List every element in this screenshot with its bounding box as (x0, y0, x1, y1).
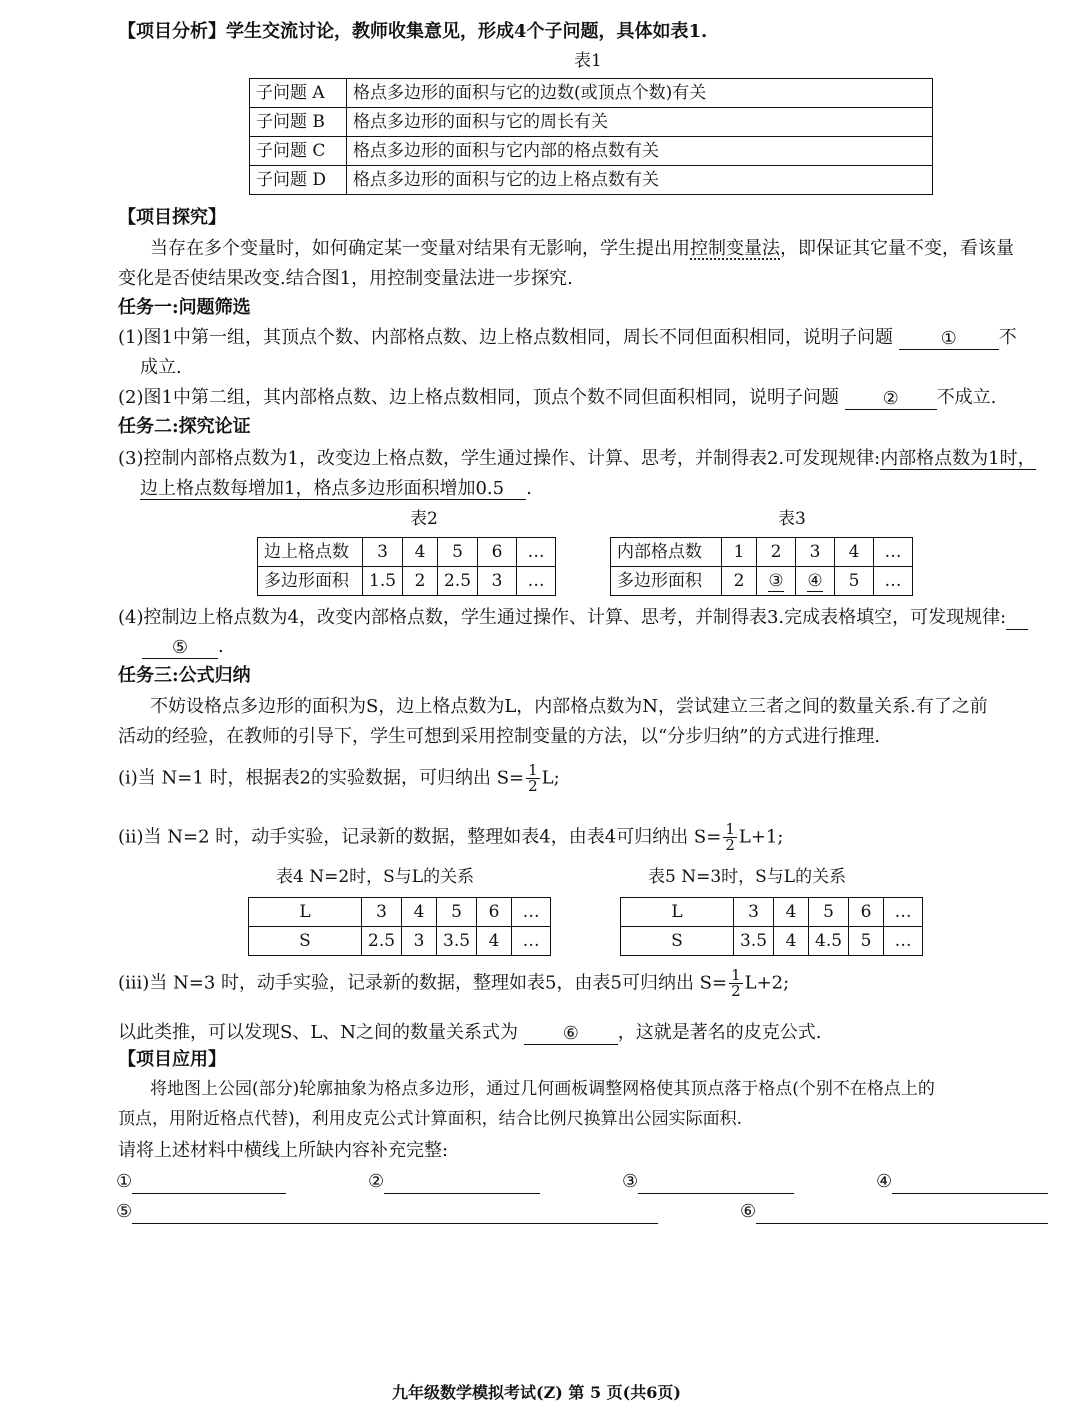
answer-6 (740, 1200, 1048, 1224)
step-ii-text: (ii)当 N=2 时，动手实验，记录新的数据，整理如表4，由表4可归纳出 S= (118, 826, 722, 848)
table2-cell: 边上格点数 (258, 538, 363, 567)
table3-cell: … (874, 538, 913, 567)
step-i-text: (i)当 N=1 时，根据表2的实验数据，可归纳出 S= (118, 767, 525, 789)
step-ii (118, 822, 783, 853)
table2-row (258, 538, 556, 567)
answer-5-line[interactable] (132, 1203, 658, 1224)
table2 (257, 537, 556, 596)
table3-cell: 1 (722, 538, 757, 567)
table1-row (250, 166, 933, 195)
table2-caption: 表2 (410, 509, 438, 529)
task3-heading: 任务三:公式归纳 (118, 665, 251, 686)
step-i (118, 763, 560, 794)
table5-cell: 4 (774, 927, 809, 956)
blank-4: ④ (807, 570, 823, 591)
table2-row (258, 567, 556, 596)
table4-row (249, 898, 551, 927)
table3-cell: 多边形面积 (611, 567, 722, 596)
table3-row (611, 567, 913, 596)
table2-cell: 1.5 (363, 567, 403, 596)
step-i-tail: L; (541, 767, 560, 789)
table1-key: 子问题 C (250, 137, 347, 166)
apply-heading: 【项目应用】 (118, 1049, 226, 1070)
table5-cell: 5 (809, 898, 849, 927)
question-3-text: (3)控制内部格点数为1，改变边上格点数，学生通过操作、计算、思考，并制得表2.可发现规律: (118, 448, 881, 469)
table4-cell: 4 (477, 927, 512, 956)
question-2-tail: 不成立. (936, 387, 997, 408)
table4-cell: … (512, 927, 551, 956)
table1-value: 格点多边形的面积与它的边上格点数有关 (347, 166, 933, 195)
table3-cell: 内部格点数 (611, 538, 722, 567)
table4-row (249, 927, 551, 956)
question-1 (118, 326, 1017, 350)
table1-key: 子问题 A (250, 79, 347, 108)
answer-3-line[interactable] (638, 1173, 794, 1194)
table5-caption: 表5 N=3时，S与L的关系 (648, 867, 847, 887)
step-iii-text: (iii)当 N=3 时，动手实验，记录新的数据，整理如表5，由表5可归纳出 S= (118, 972, 728, 994)
table1-row (250, 79, 933, 108)
question-3-end: . (526, 478, 532, 499)
table4 (248, 897, 551, 956)
table2-cell: 3 (478, 567, 517, 596)
answer-3-label: ③ (622, 1171, 639, 1192)
blank-3-cell[interactable] (757, 567, 796, 596)
table1-caption: 表1 (574, 51, 602, 71)
task3-paragraph-line2: 活动的经验，在教师的引导下，学生可想到采用控制变量的方法，以“分步归纳”的方式进行推理. (118, 726, 881, 747)
question-2-text: (2)图1中第二组，其内部格点数、边上格点数相同，顶点个数不同但面积相同，说明子问题 (118, 387, 839, 408)
table5-row (621, 927, 923, 956)
table4-caption: 表4 N=2时，S与L的关系 (276, 867, 475, 887)
table3-cell: 5 (835, 567, 874, 596)
table4-cell: 4 (402, 898, 437, 927)
table3-row (611, 538, 913, 567)
table5-cell: 4.5 (809, 927, 849, 956)
table4-cell: 6 (477, 898, 512, 927)
table4-cell: L (249, 898, 362, 927)
table2-cell: 4 (403, 538, 438, 567)
answer-5-label: ⑤ (116, 1201, 133, 1222)
blank-4-cell[interactable] (796, 567, 835, 596)
task1-heading: 任务一:问题筛选 (118, 297, 251, 318)
conclusion (118, 1021, 822, 1045)
blank-6[interactable]: ⑥ (524, 1024, 618, 1045)
question-4-continued (142, 635, 224, 659)
question-3-answer-part2: 边上格点数每增加1，格点多边形面积增加0.5 (140, 478, 526, 500)
question-1-text: (1)图1中第一组，其顶点个数、内部格点数、边上格点数相同，周长不同但面积相同，说明子问题 (118, 327, 893, 348)
table5-cell: … (884, 898, 923, 927)
explore-heading: 【项目探究】 (118, 207, 226, 228)
table4-cell: 3 (362, 898, 402, 927)
explore-text-a: 当存在多个变量时，如何确定某一变量对结果有无影响，学生提出用 (150, 238, 690, 259)
table3-cell: 4 (835, 538, 874, 567)
table1 (249, 78, 933, 195)
question-3-continued (140, 477, 532, 501)
step-ii-tail: L+1; (738, 826, 784, 848)
answer-1-line[interactable] (132, 1173, 286, 1194)
step-iii-tail: L+2; (744, 972, 790, 994)
table4-cell: 3.5 (437, 927, 477, 956)
table4-cell: 5 (437, 898, 477, 927)
answer-6-line[interactable] (756, 1203, 1048, 1224)
answer-5 (116, 1200, 658, 1224)
table4-cell: S (249, 927, 362, 956)
table5-cell: 6 (849, 898, 884, 927)
table3-caption: 表3 (778, 509, 806, 529)
question-3 (118, 447, 1036, 471)
blank-1[interactable]: ① (899, 329, 999, 350)
table2-cell: 6 (478, 538, 517, 567)
table2-cell: … (517, 538, 556, 567)
table2-cell: 2.5 (438, 567, 478, 596)
table5-cell: 3 (734, 898, 774, 927)
question-4-end: . (218, 636, 224, 657)
fraction-denominator: 2 (528, 777, 538, 795)
table5-cell: 3.5 (734, 927, 774, 956)
table5-cell: 5 (849, 927, 884, 956)
fraction-denominator: 2 (731, 982, 741, 1000)
task3-paragraph-line1: 不妨设格点多边形的面积为S，边上格点数为L，内部格点数为N，尝试建立三者之间的数量关系.有了之前 (150, 696, 988, 717)
table5-cell: 4 (774, 898, 809, 927)
question-3-answer-part1: 内部格点数为1时， (880, 448, 1036, 469)
blank-5[interactable]: ⑤ (142, 638, 218, 659)
answer-1-label: ① (116, 1171, 133, 1192)
control-variable-term: 控制变量法 (690, 238, 780, 259)
conclusion-tail: ，这就是著名的皮克公式. (617, 1022, 822, 1043)
table3-cell: 3 (796, 538, 835, 567)
answer-4-label: ④ (876, 1171, 893, 1192)
table3-cell: 2 (722, 567, 757, 596)
answer-2-line[interactable] (384, 1173, 540, 1194)
question-2 (118, 386, 996, 410)
table3-cell: 2 (757, 538, 796, 567)
table2-cell: … (517, 567, 556, 596)
table1-value: 格点多边形的面积与它内部的格点数有关 (347, 137, 933, 166)
explore-paragraph-line2: 变化是否使结果改变.结合图1，用控制变量法进一步探究. (118, 268, 573, 289)
answer-6-label: ⑥ (740, 1201, 757, 1222)
answer-4 (876, 1170, 1048, 1194)
table4-cell: 3 (402, 927, 437, 956)
table4-cell: … (512, 898, 551, 927)
table5-row (621, 898, 923, 927)
apply-paragraph-line1: 将地图上公园(部分)轮廓抽象为格点多边形，通过几何画板调整网格使其顶点落于格点(个别不在格点上的 (150, 1079, 935, 1099)
table1-value: 格点多边形的面积与它的边数(或顶点个数)有关 (347, 79, 933, 108)
table3 (610, 537, 913, 596)
question-4-line-start (1006, 611, 1028, 630)
question-4-text: (4)控制边上格点数为4，改变内部格点数，学生通过操作、计算、思考，并制得表3.完成表格填空，可发现规律: (118, 607, 1007, 628)
table3-cell: … (874, 567, 913, 596)
fraction-numerator: 1 (528, 761, 538, 779)
table2-cell: 多边形面积 (258, 567, 363, 596)
step-iii (118, 968, 789, 999)
explore-text-b: ，即保证其它量不变，看该量 (780, 238, 1014, 259)
explore-paragraph-line1 (150, 237, 1014, 261)
answer-4-line[interactable] (892, 1173, 1048, 1194)
table1-key: 子问题 B (250, 108, 347, 137)
fraction-one-half (729, 968, 743, 999)
fraction-numerator: 1 (725, 820, 735, 838)
answer-2 (368, 1170, 540, 1194)
table4-cell: 2.5 (362, 927, 402, 956)
table2-cell: 5 (438, 538, 478, 567)
answer-2-label: ② (368, 1171, 385, 1192)
table1-key: 子问题 D (250, 166, 347, 195)
question-4 (118, 606, 1028, 630)
fraction-denominator: 2 (725, 836, 735, 854)
question-1-tail: 不 (998, 327, 1017, 348)
table5-cell: S (621, 927, 734, 956)
conclusion-text: 以此类推，可以发现S、L、N之间的数量关系式为 (118, 1022, 519, 1043)
answer-1 (116, 1170, 286, 1194)
answer-3 (622, 1170, 794, 1194)
fraction-one-half (526, 763, 540, 794)
table5-cell: … (884, 927, 923, 956)
question-1-continued: 成立. (140, 357, 182, 378)
fraction-one-half (723, 822, 737, 853)
blank-2[interactable]: ② (845, 389, 937, 410)
blank-3: ③ (768, 570, 784, 591)
table2-cell: 3 (363, 538, 403, 567)
table1-value: 格点多边形的面积与它的周长有关 (347, 108, 933, 137)
fraction-numerator: 1 (731, 966, 741, 984)
table5-cell: L (621, 898, 734, 927)
table1-row (250, 137, 933, 166)
fill-prompt: 请将上述材料中横线上所缺内容补充完整: (118, 1140, 449, 1161)
page-footer: 九年级数学模拟考试(Z) 第 5 页(共6页) (392, 1383, 681, 1402)
apply-paragraph-line2: 顶点，用附近格点代替)，利用皮克公式计算面积，结合比例尺换算出公园实际面积. (118, 1109, 743, 1129)
table5 (620, 897, 923, 956)
task2-heading: 任务二:探究论证 (118, 416, 251, 437)
table2-cell: 2 (403, 567, 438, 596)
intro-line: 【项目分析】学生交流讨论，教师收集意见，形成4个子问题，具体如表1. (118, 21, 708, 42)
table1-row (250, 108, 933, 137)
